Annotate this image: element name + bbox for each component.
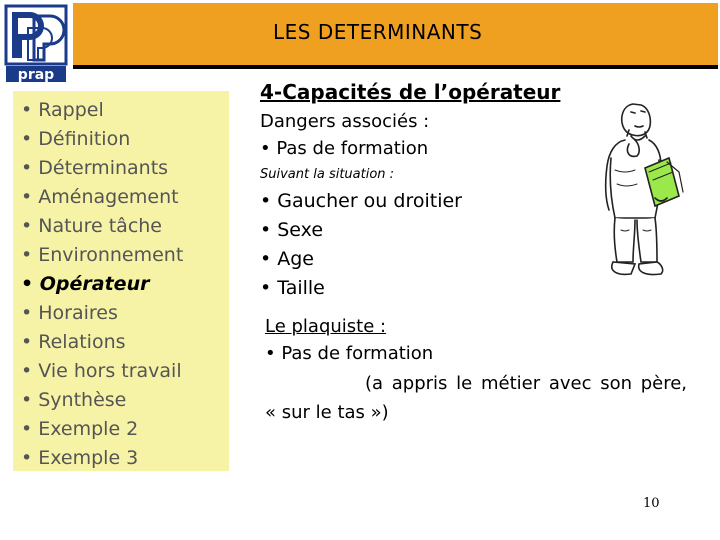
- dangers-bullet: • Pas de formation: [260, 138, 429, 159]
- sidebar-item-exemple-2[interactable]: • Exemple 2: [21, 415, 229, 444]
- plaquiste-bullet: • Pas de formation: [265, 343, 434, 364]
- sidebar-item-horaires[interactable]: • Horaires: [21, 299, 229, 328]
- situation-bullet: • Gaucher ou droitier: [260, 190, 462, 212]
- sidebar-item-d-terminants[interactable]: • Déterminants: [21, 154, 229, 183]
- thinking-person-with-folder-icon: [585, 100, 705, 280]
- page-title: LES DETERMINANTS: [273, 20, 483, 44]
- sidebar-item-nature-t-che[interactable]: • Nature tâche: [21, 212, 229, 241]
- sidebar-list: [13, 91, 229, 473]
- situation-bullet: • Taille: [260, 277, 325, 299]
- sidebar-item-op-rateur[interactable]: • Opérateur: [21, 270, 229, 299]
- sidebar-item-vie-hors-travail[interactable]: • Vie hors travail: [21, 357, 229, 386]
- sidebar-item-exemple-3[interactable]: • Exemple 3: [21, 444, 229, 473]
- situation-bullet: • Sexe: [260, 219, 324, 241]
- dangers-label: Dangers associés :: [260, 111, 430, 132]
- plaquiste-line-1: (a appris le métier avec son père,: [365, 373, 688, 394]
- sidebar-item-rappel[interactable]: • Rappel: [21, 96, 229, 125]
- prap-logo: [4, 4, 68, 84]
- sidebar-item-relations[interactable]: • Relations: [21, 328, 229, 357]
- sidebar: [13, 91, 229, 471]
- title-bar: [73, 3, 718, 69]
- page-number: 10: [643, 496, 660, 511]
- situation-bullet: • Age: [260, 248, 314, 270]
- sidebar-item-am-nagement[interactable]: • Aménagement: [21, 183, 229, 212]
- sidebar-item-d-finition[interactable]: • Définition: [21, 125, 229, 154]
- section-title: 4-Capacités de l’opérateur: [260, 80, 561, 104]
- plaquiste-line-2: « sur le tas »): [265, 402, 389, 423]
- plaquiste-title: Le plaquiste :: [265, 316, 387, 337]
- suivant-label: Suivant la situation :: [260, 167, 395, 182]
- logo-text: prap: [17, 67, 55, 83]
- sidebar-item-environnement[interactable]: • Environnement: [21, 241, 229, 270]
- sidebar-item-synth-se[interactable]: • Synthèse: [21, 386, 229, 415]
